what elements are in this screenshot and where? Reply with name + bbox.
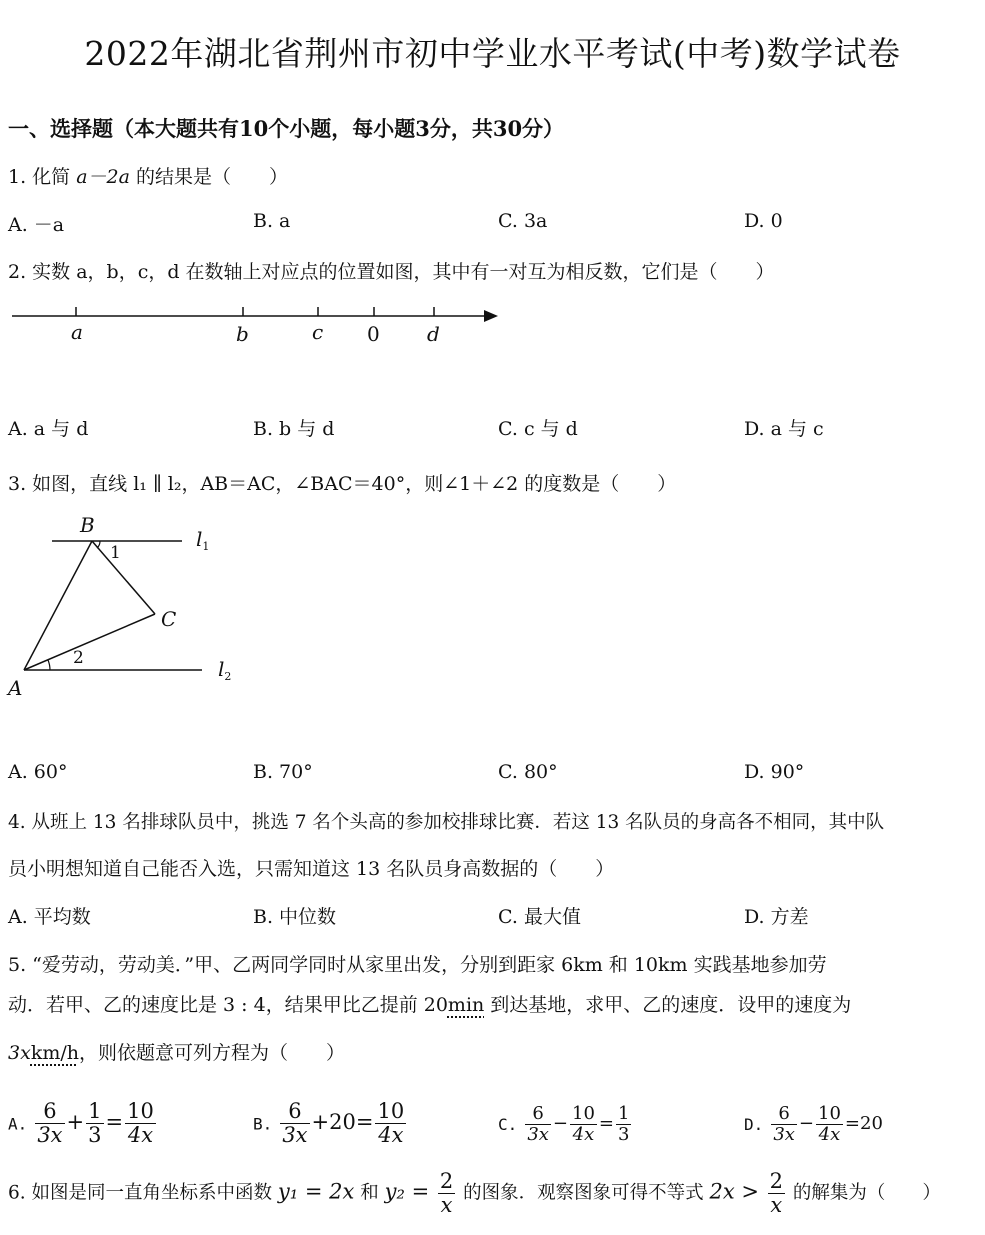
question-5-stem-line1: 5. “爱劳动，劳动美．”甲、乙两同学同时从家里出发，分别到距家 6km 和 10km 实践基地参加劳 xyxy=(8,954,827,976)
q5-option-d[interactable]: D. $\frac{6}{3x}$ − $\frac{10}{4x}$ =20 xyxy=(744,1103,883,1145)
q1-option-d[interactable]: D. 0 xyxy=(744,210,783,232)
q1-option-b[interactable]: B. a xyxy=(253,210,291,232)
section-heading: 一、选择题（本大题共有10个小题，每小题3分，共30分） xyxy=(8,116,565,141)
question-4-stem-line1: 4. 从班上 13 名排球队员中，挑选 7 名个头高的参加校排球比赛．若这 13 名队员的身高各不相同，其中队 xyxy=(8,812,885,833)
q5-option-a[interactable]: A. $\frac{6}{3x}$ + $\frac{1}{3}$ = $\frac{10}{4x}$ xyxy=(8,1099,154,1148)
q4-option-a[interactable]: A. 平均数 xyxy=(8,906,91,928)
q4-option-d[interactable]: D. 方差 xyxy=(744,906,809,928)
q2-option-a[interactable]: A. a 与 d xyxy=(8,418,89,440)
q4-option-c[interactable]: C. 最大值 xyxy=(498,906,581,928)
question-3-stem: 3. 如图，直线 l₁ ∥ l₂，AB＝AC，∠BAC＝40°，则∠1＋∠2 的度数是（ ） xyxy=(8,473,677,495)
vertex-b-label: B xyxy=(80,513,95,537)
q3-option-c[interactable]: C. 80° xyxy=(498,761,558,783)
q2-option-d[interactable]: D. a 与 c xyxy=(744,418,824,440)
page-title: 2022年湖北省荆州市初中学业水平考试(中考)数学试卷 xyxy=(84,34,901,73)
question-2-stem: 2. 实数 a，b，c，d 在数轴上对应点的位置如图，其中有一对互为相反数，它们是（ ） xyxy=(8,261,775,283)
q5-option-c[interactable]: C. $\frac{6}{3x}$ − $\frac{10}{4x}$ = $\frac{1}{3}$ xyxy=(498,1103,630,1145)
axis-label-c: c xyxy=(312,320,324,344)
axis-label-d: d xyxy=(427,322,440,346)
question-1-stem: 1. 化简 a－2a 的结果是（ ） xyxy=(8,166,289,188)
q1-option-a[interactable]: A. －a xyxy=(8,214,65,236)
q4-option-b[interactable]: B. 中位数 xyxy=(253,906,337,928)
axis-label-a: a xyxy=(71,320,83,344)
q3-option-a[interactable]: A. 60° xyxy=(8,761,68,783)
question-6-stem: 6. 如图是同一直角坐标系中函数 y₁ = 2x 和 y₂ = $\frac{2}{x}$ 的图象．观察图象可得不等式 2x > $\frac{2}{x}$ 的解集为（ ） xyxy=(8,1169,941,1218)
question-5-stem-line2: 动．若甲、乙的速度比是 3 : 4，结果甲比乙提前 20min 到达基地，求甲、乙的速度．设甲的速度为 xyxy=(8,994,852,1016)
q2-option-b[interactable]: B. b 与 d xyxy=(253,418,335,440)
axis-label-zero: 0 xyxy=(367,322,380,346)
angle-1-label: 1 xyxy=(110,543,121,563)
line-l2-label: $l_2$ xyxy=(218,657,232,683)
vertex-a-label: A xyxy=(8,676,23,700)
angle-2-label: 2 xyxy=(73,648,84,668)
q1-option-c[interactable]: C. 3a xyxy=(498,210,548,232)
q3-option-b[interactable]: B. 70° xyxy=(253,761,313,783)
q5-option-b[interactable]: B. $\frac{6}{3x}$ +20= $\frac{10}{4x}$ xyxy=(253,1099,405,1148)
question-5-stem-line3: 3xkm/h，则依题意可列方程为（ ） xyxy=(8,1042,345,1064)
q3-option-d[interactable]: D. 90° xyxy=(744,761,805,783)
line-l1-label: $l_1$ xyxy=(196,527,210,553)
axis-label-b: b xyxy=(236,322,249,346)
vertex-c-label: C xyxy=(161,607,177,631)
q2-option-c[interactable]: C. c 与 d xyxy=(498,418,578,440)
question-4-stem-line2: 员小明想知道自己能否入选，只需知道这 13 名队员身高数据的（ ） xyxy=(8,858,615,880)
